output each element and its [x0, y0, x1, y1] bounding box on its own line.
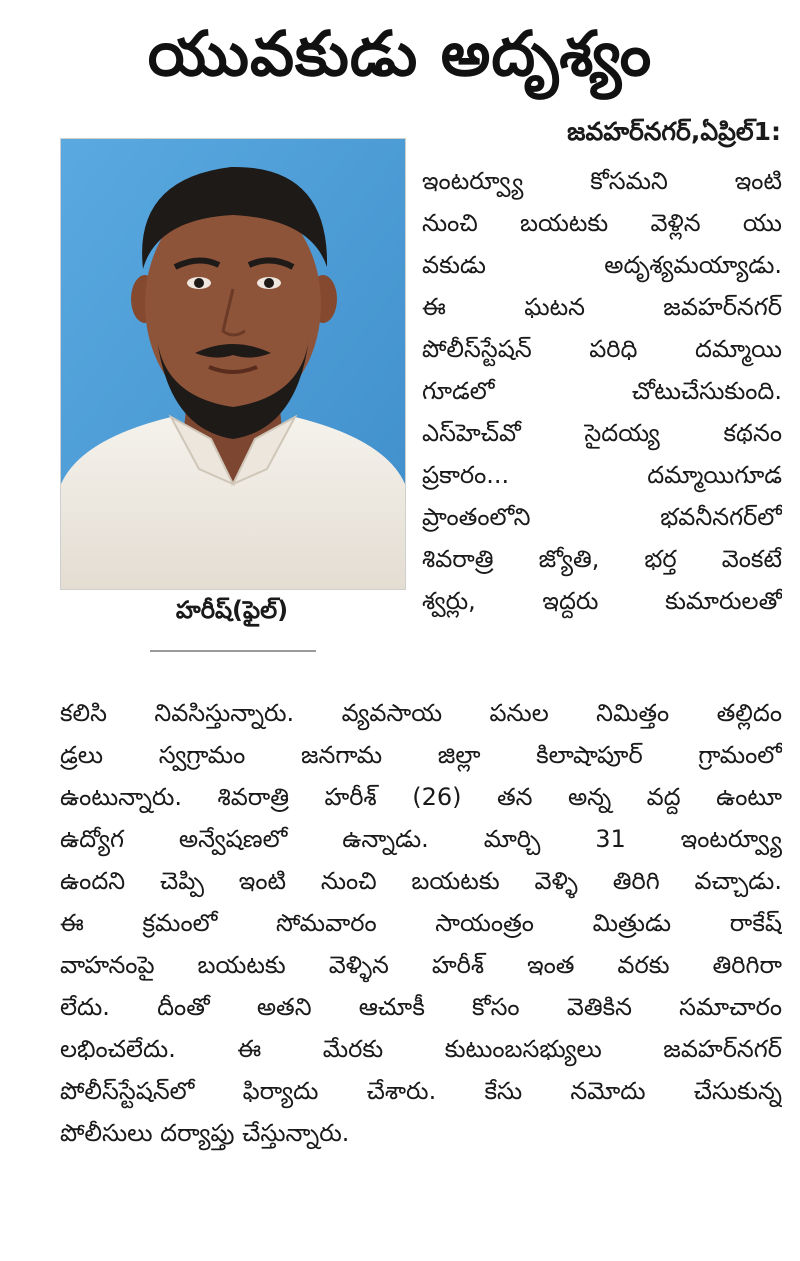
article-line: శివరాత్రి జ్యోతి, భర్త వెంకటే [422, 545, 782, 573]
article-line: లేదు. దీంతో అతని ఆచూకీ కోసం వెతికిన సమాచారం [60, 993, 782, 1021]
article-line: ఉద్యోగ అన్వేషణలో ఉన్నాడు. మార్చి 31 ఇంటర్వ్యూ [60, 825, 782, 853]
headline: యువకుడు అదృశ్యం [147, 17, 653, 90]
dateline: జవహర్‌నగర్,ఏప్రిల్1: [567, 117, 781, 146]
article-line: శ్వర్లు, ఇద్దరు కుమారులతో [422, 587, 782, 615]
article-line: ప్రకారం... దమ్మాయిగూడ [422, 461, 782, 489]
article-line: కలిసి నివసిస్తున్నారు. వ్యవసాయ పనుల నిమిత్తం తల్లిదం [60, 699, 782, 727]
article-line: ఇంటర్వ్యూ కోసమని ఇంటి [422, 167, 782, 195]
article-line: ఉంటున్నారు. శివరాత్రి హరీశ్ (26) తన అన్న వద్ద ఉంటూ [60, 783, 782, 811]
article-line: గూడలో చోటుచేసుకుంది. [422, 377, 782, 405]
article-line: ఎస్‌హెచ్‌వో సైదయ్య కథనం [422, 419, 782, 447]
article-line: ఈ ఘటన జవహర్‌నగర్ [422, 293, 782, 321]
article-line: ఉందని చెప్పి ఇంటి నుంచి బయటకు వెళ్ళి తిరిగి వచ్చాడు. [60, 867, 782, 895]
article-line: డ్రలు స్వగ్రామం జనగామ జిల్లా కిలాషాపూర్ గ్రామంలో [60, 741, 782, 769]
article-body-narrow-column [422, 160, 782, 622]
person-photo [60, 138, 406, 590]
article-line: వకుడు అదృశ్యమయ్యాడు. [422, 251, 782, 279]
article-line: ఈ క్రమంలో సోమవారం సాయంత్రం మిత్రుడు రాకేష్ [60, 909, 782, 937]
article-line: పోలీస్‌స్టేషన్‌లో ఫిర్యాదు చేశారు. కేసు నమోదు చేసుకున్న [60, 1077, 782, 1105]
article-line: వాహనంపై బయటకు వెళ్ళిన హరీశ్ ఇంత వరకు తిరిగిరా [60, 951, 782, 979]
photo-caption: హరీష్(ఫైల్) [175, 596, 289, 624]
article-line: పోలీసులు దర్యాప్తు చేస్తున్నారు. [60, 1119, 350, 1147]
article-line: ప్రాంతంలోని భవనీనగర్‌లో [422, 503, 782, 531]
person-photo-image [61, 139, 405, 589]
article-body-wide-column [60, 692, 782, 1154]
article-line: పోలీస్‌స్టేషన్ పరిధి దమ్మాయి [422, 335, 782, 363]
caption-divider [150, 650, 316, 652]
article-line: లభించలేదు. ఈ మేరకు కుటుంబసభ్యులు జవహర్‌నగర్ [60, 1035, 782, 1063]
article-line: నుంచి బయటకు వెళ్లిన యు [422, 209, 782, 237]
